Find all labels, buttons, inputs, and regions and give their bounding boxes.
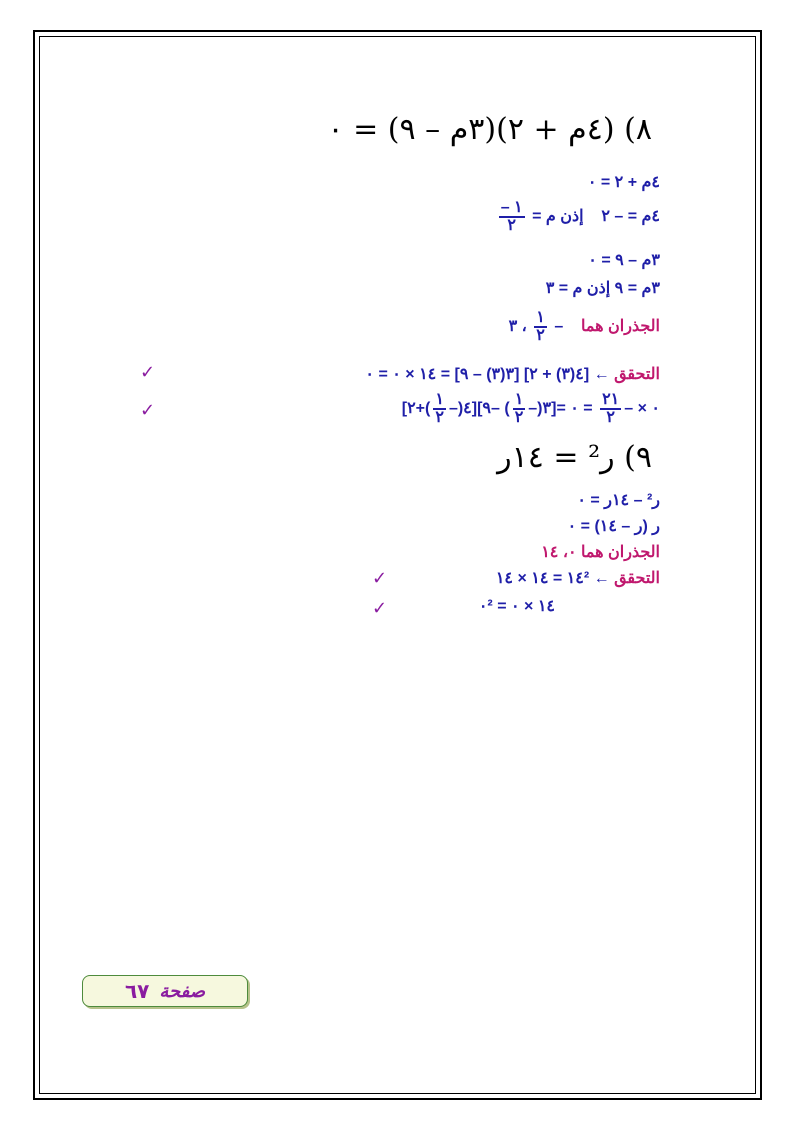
- checkmark-icon: ✓: [372, 598, 388, 619]
- p8-check1-expr: [٤(٣) + ٢] [٣(٣) – ٩] = ١٤ × ٠ = ٠: [365, 366, 590, 383]
- p9-check-1: [496, 568, 660, 588]
- p8-step2-mid: إذن م =: [532, 208, 584, 226]
- p8-check-label: التحقق: [614, 366, 660, 383]
- p8-roots-den: ٢: [536, 327, 545, 344]
- p8-roots-sign: –: [554, 318, 564, 336]
- p8-check2-value: [600, 392, 621, 426]
- p8-roots-fraction: [534, 310, 547, 344]
- problem-8-main-equation: (٤م + ٢)(٣م – ٩) = ٠: [327, 112, 615, 147]
- p8-check2-a: [٤(–: [401, 400, 472, 418]
- p8-roots-rest: ، ٣: [508, 318, 527, 336]
- problem-8-equation: [327, 112, 652, 147]
- p8-check2-d: = ٠: [570, 400, 593, 418]
- p8-roots: [509, 310, 660, 344]
- p8-step2-lhs: ٤م = – ٢: [601, 208, 660, 226]
- problem-9-equation: [497, 440, 652, 475]
- p8-check2-c: ) –٩]= ٠ × –: [482, 400, 660, 418]
- p8-roots-label: الجذران هما: [581, 318, 660, 336]
- p8-step-1: ٤م + ٢ = ٠: [587, 174, 660, 191]
- problem-9-main-equation: ر² = ١٤ر: [497, 440, 615, 475]
- p8-check-arrow: ←: [593, 366, 610, 383]
- p8-check2-half-1-num: ١: [435, 391, 444, 408]
- p8-check2-half-1: [433, 392, 446, 426]
- p8-check2-half-2-num: ١: [514, 391, 524, 408]
- p8-step-4: ٣م = ٩ إذن م = ٣: [545, 280, 660, 297]
- p8-roots-num: ١: [536, 309, 545, 326]
- p8-step2-num: ١ –: [500, 199, 523, 216]
- p8-check-1: [365, 364, 660, 384]
- page-label: صفحة: [159, 980, 206, 1002]
- checkmark-icon: ✓: [140, 400, 156, 421]
- p8-check2-value-den: ٢: [606, 409, 615, 426]
- p9-step-2: ر (ر – ١٤) = ٠: [567, 518, 660, 535]
- page-number-badge: [82, 975, 248, 1007]
- p8-step-3: ٣م – ٩ = ٠: [588, 252, 660, 269]
- p8-check2-half-1-den: ٢: [435, 409, 444, 426]
- p8-check2-value-num: ٢١: [602, 391, 620, 408]
- p9-check-2: ٠² = ١٤ × ٠: [478, 598, 555, 615]
- problem-8-number: ٨): [624, 112, 652, 147]
- p8-step2-den: ٢: [507, 217, 516, 234]
- p8-check-2: [402, 392, 660, 426]
- p8-step-2: [496, 200, 660, 234]
- p8-check2-b: )+٢][٣(–: [407, 400, 552, 418]
- p8-step2-fraction: [499, 200, 525, 234]
- p9-check-label: التحقق: [614, 570, 660, 587]
- p9-check-arrow: ←: [593, 570, 610, 587]
- p9-roots: الجذران هما ٠، ١٤: [541, 544, 660, 561]
- p9-step-1: ر² – ١٤ر = ٠: [577, 492, 660, 509]
- problem-9-number: ٩): [624, 440, 652, 475]
- page-border-inner: [39, 36, 756, 1094]
- page-number: ٦٧: [124, 979, 150, 1003]
- checkmark-icon: ✓: [372, 568, 388, 589]
- p8-check2-half-2: [513, 392, 526, 426]
- p8-check2-half-2-den: ٢: [514, 409, 524, 426]
- checkmark-icon: ✓: [140, 362, 156, 383]
- p9-check1-expr: ١٤² = ١٤ × ١٤: [495, 570, 590, 587]
